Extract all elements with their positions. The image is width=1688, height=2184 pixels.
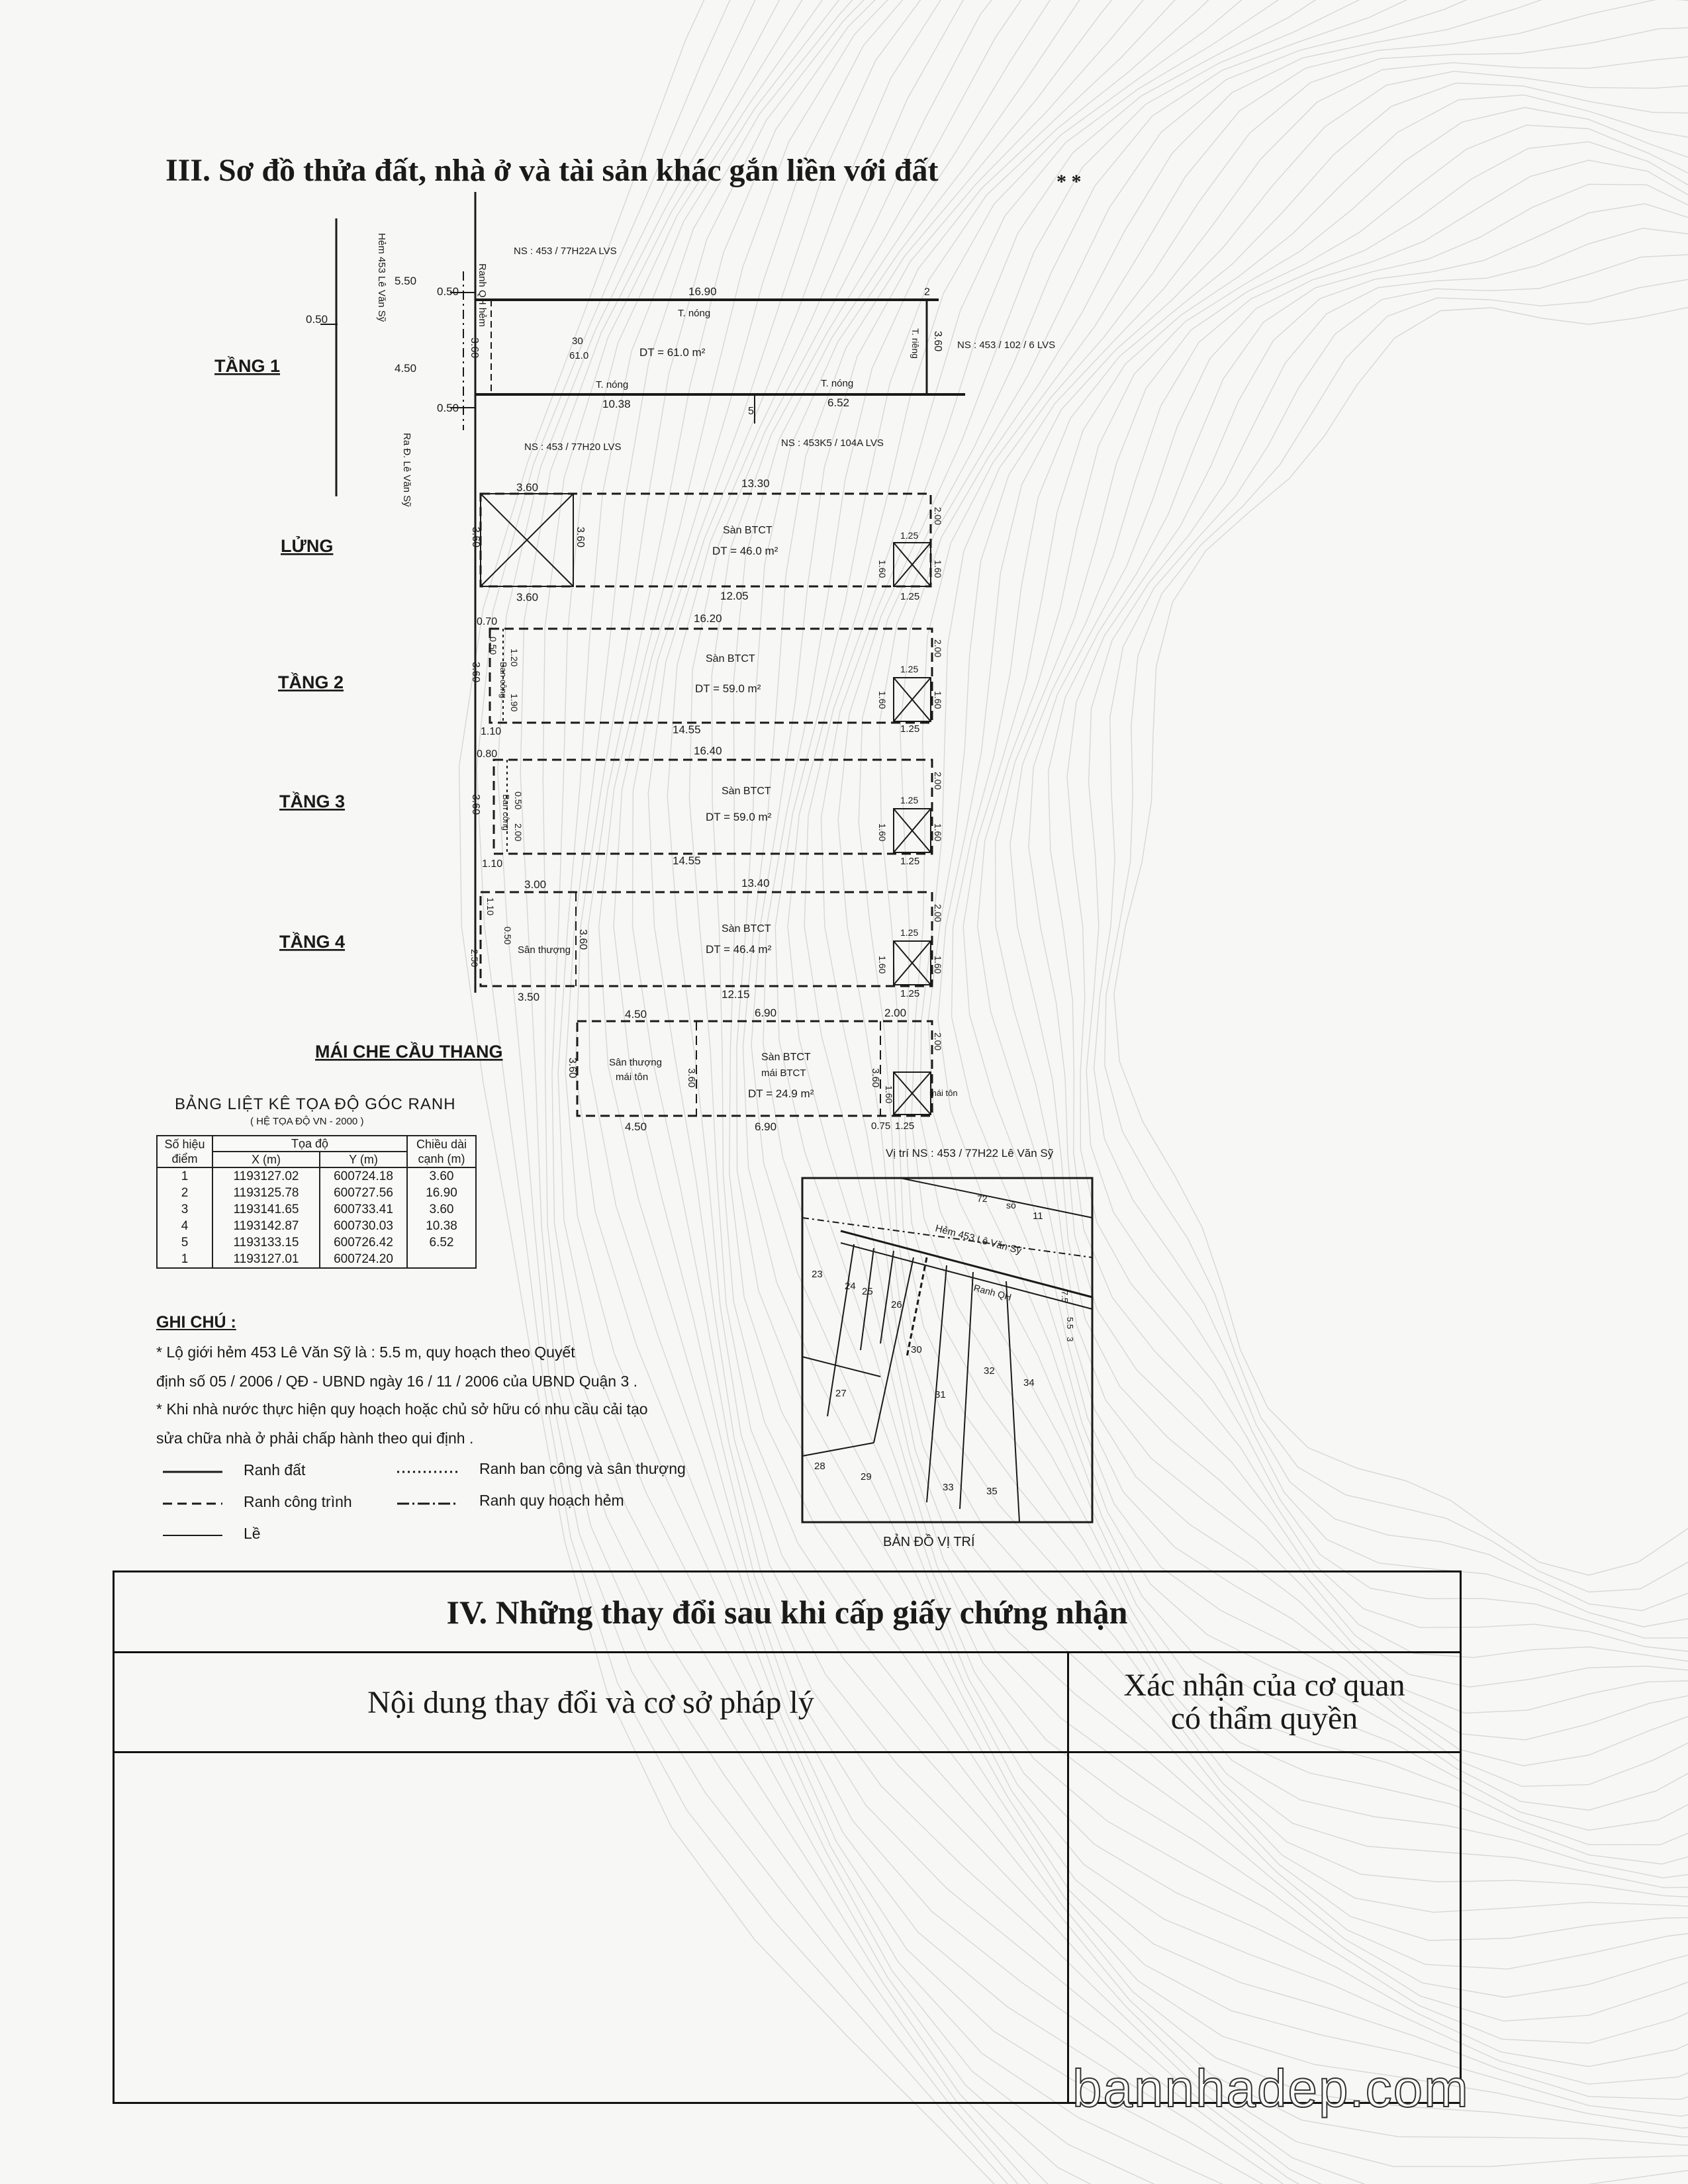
floor-label-lung: LỬNG: [281, 536, 334, 556]
floor3-area: DT = 59.0 m²: [706, 811, 772, 823]
roof-floor-name: Sàn BTCT: [761, 1052, 811, 1063]
coord-cell-y: 600724.18: [320, 1167, 407, 1185]
coord-table-subtitle: ( HỆ TỌA ĐỘ VN - 2000 ): [250, 1116, 364, 1127]
floor4-height: 3.60: [577, 929, 588, 950]
roof-top-mid: 6.90: [755, 1007, 777, 1019]
coord-cell-pt: 1: [157, 1167, 212, 1185]
floor2-left-3: 1.90: [509, 694, 520, 712]
coord-row: [157, 1185, 476, 1201]
coord-header-coord: Tọa độ: [212, 1136, 407, 1152]
roof-terrace: Sân thượng: [609, 1057, 662, 1068]
lot-27: 27: [835, 1388, 847, 1399]
floor4-terrace: Sân thượng: [518, 944, 571, 956]
coord-cell-y: 600727.56: [320, 1185, 407, 1201]
coord-row: [157, 1201, 476, 1218]
legend-dashed-label: Ranh công trình: [244, 1493, 352, 1510]
coord-header-x: X (m): [212, 1152, 320, 1167]
note-line-3: * Khi nhà nước thực hiện quy hoạch hoặc chủ sở hữu có nhu cầu cải tạo: [156, 1400, 648, 1418]
roof-height-3: 3.60: [870, 1068, 881, 1088]
neighbor-top: NS : 453 / 77H22A LVS: [514, 246, 617, 257]
floor3-height: 3.60: [470, 794, 481, 815]
floor1-offset-top: 0.50: [437, 285, 459, 298]
lung-right-4: 1.60: [877, 560, 888, 578]
floor4-outline: [481, 892, 932, 986]
floor4-right-2: 1.60: [933, 956, 943, 974]
coord-cell-x: 1193133.15: [212, 1234, 320, 1251]
floor1-roof-bottom-right: T. nóng: [821, 378, 854, 389]
road-label: Ra Đ. Lê Văn Sỹ: [401, 433, 412, 507]
floor4-left-1: 1.10: [485, 897, 496, 916]
section-4-title: IV. Những thay đổi sau khi cấp giấy chứng nhận: [115, 1572, 1460, 1653]
floor2-top: 16.20: [694, 612, 722, 625]
lung-height-inner: 3.60: [575, 527, 586, 548]
roof-right-1: 2.00: [933, 1032, 943, 1051]
lot-34: 34: [1023, 1377, 1035, 1388]
lung-outline: [481, 494, 931, 586]
alley-width-bottom: 4.50: [395, 362, 417, 375]
coord-cell-pt: 1: [157, 1251, 212, 1268]
legend-dashdot-label: Ranh quy hoạch hẻm: [479, 1492, 624, 1509]
coord-cell-len: 6.52: [407, 1234, 476, 1251]
floor4-right-1: 2.00: [933, 904, 943, 923]
coord-cell-pt: 3: [157, 1201, 212, 1218]
coord-row: [157, 1167, 476, 1185]
coord-header-length: Chiều dài cạnh (m): [407, 1136, 476, 1167]
map-dim-55: 5.5: [1065, 1317, 1075, 1330]
floor2-balcony: Ban công: [498, 662, 508, 698]
section-4-confirmation-cell[interactable]: [1069, 1753, 1460, 2102]
floor1-roof-bottom-left: T. nóng: [596, 379, 629, 390]
lung-floor-name: Sàn BTCT: [723, 525, 773, 536]
coord-table-title: BẢNG LIỆT KÊ TỌA ĐỘ GÓC RANH: [175, 1095, 456, 1113]
lung-height: 3.60: [470, 527, 481, 548]
neighbor-bottom-right: NS : 453K5 / 104A LVS: [781, 437, 884, 449]
floor2-bottom-left: 1.10: [481, 726, 502, 737]
coord-row: [157, 1218, 476, 1234]
floor1-roof-top: T. nóng: [678, 308, 711, 319]
roof-top-left: 4.50: [625, 1008, 647, 1021]
coord-cell-len: [407, 1251, 476, 1268]
floor2-right-3: 1.25: [900, 664, 919, 674]
map-dim-3: 3: [1065, 1337, 1075, 1342]
section-4-table: [113, 1570, 1462, 2104]
floor3-right-1: 2.00: [933, 772, 943, 790]
floor2-top-left: 0.70: [477, 616, 498, 627]
floor4-area: DT = 46.4 m²: [706, 943, 772, 956]
coord-cell-len: 3.60: [407, 1167, 476, 1185]
lot-28: 28: [814, 1461, 825, 1472]
floor3-right-4: 1.60: [877, 823, 888, 842]
roof-bottom-right-1: 0.75: [871, 1120, 891, 1132]
note-line-4: sửa chữa nhà ở phải chấp hành theo qui định .: [156, 1430, 474, 1447]
legend-dotted-label: Ranh ban công và sân thượng: [479, 1460, 686, 1477]
coord-cell-x: 1193127.02: [212, 1167, 320, 1185]
note-line-1: * Lộ giới hẻm 453 Lê Văn Sỹ là : 5.5 m, quy hoạch theo Quyết: [156, 1343, 575, 1361]
lung-right-1: 2.00: [933, 507, 943, 525]
roof-height: 3.60: [567, 1058, 578, 1079]
lot-35: 35: [986, 1486, 998, 1497]
floor4-top-left: 3.00: [524, 878, 547, 891]
floor4-top: 13.40: [741, 877, 770, 889]
note-line-2: định số 05 / 2006 / QĐ - UBND ngày 16 / 11 / 2006 của UBND Quận 3 .: [156, 1373, 638, 1390]
floor3-top: 16.40: [694, 745, 722, 757]
coord-cell-y: 600724.20: [320, 1251, 407, 1268]
coord-cell-x: 1193141.65: [212, 1201, 320, 1218]
floor4-right-4: 1.60: [877, 956, 888, 974]
section-4-col-left-header: Nội dung thay đổi và cơ sở pháp lý: [115, 1653, 1069, 1753]
roof-tin: mái tôn: [929, 1088, 958, 1098]
alley-width-top: 5.50: [395, 275, 417, 287]
roof-height-2: 3.60: [686, 1068, 697, 1088]
roof-bottom-right-2: 1.25: [895, 1120, 915, 1132]
floor1-right-height: 3.60: [932, 331, 943, 352]
floor3-outline: [494, 760, 932, 854]
coord-cell-y: 600726.42: [320, 1234, 407, 1251]
floor1-roof-right: T. riêng: [910, 328, 921, 359]
lot-32: 32: [984, 1365, 995, 1377]
map-dim-75: 7.5: [1060, 1291, 1070, 1303]
alley-label: Hẻm 453 Lê Văn Sỹ: [376, 233, 387, 322]
alley-offset: 0.50: [306, 313, 328, 326]
floor2-left-2: 1.20: [509, 649, 520, 667]
floor3-balcony: Ban công: [501, 794, 511, 831]
location-map-caption-top: Vị trí NS : 453 / 77H22 Lê Văn Sỹ: [886, 1147, 1054, 1160]
lung-right-2: 1.60: [933, 560, 943, 578]
floor4-floor-name: Sàn BTCT: [722, 923, 771, 934]
lot-30: 30: [911, 1344, 922, 1355]
lot-11: 11: [1033, 1210, 1043, 1222]
section-4-col-right-line-2: có thẩm quyền: [1170, 1701, 1358, 1736]
coord-header-y: Y (m): [320, 1152, 407, 1167]
coord-cell-pt: 5: [157, 1234, 212, 1251]
alley-boundary-label: Ranh QH hẻm: [477, 263, 488, 327]
coord-cell-x: 1193142.87: [212, 1218, 320, 1234]
lot-33: 33: [943, 1482, 954, 1493]
lung-bottom-left: 3.60: [516, 591, 539, 604]
lot-24: 24: [845, 1281, 856, 1292]
coord-cell-len: 10.38: [407, 1218, 476, 1234]
coord-cell-pt: 4: [157, 1218, 212, 1234]
floor3-top-left: 0.80: [477, 749, 498, 760]
floor1-offset-bottom: 0.50: [437, 402, 459, 414]
lung-top-left: 3.60: [516, 481, 539, 494]
floor1-fraction-bottom: 61.0: [569, 350, 589, 361]
location-map-boundary: Ranh QH: [972, 1282, 1013, 1303]
neighbor-right: NS : 453 / 102 / 6 LVS: [957, 340, 1056, 351]
coord-table-body: [157, 1167, 476, 1268]
roof-bottom-mid: 6.90: [755, 1120, 777, 1133]
roof-terrace-2: mái tôn: [616, 1071, 649, 1083]
floor-label-4: TẦNG 4: [279, 932, 346, 952]
floor2-right-1: 2.00: [933, 639, 943, 658]
lung-right-3: 1.25: [900, 530, 919, 541]
location-map-alley: Hẻm 453 Lê Văn Sỹ: [933, 1222, 1023, 1257]
floor4-bottom-left: 3.50: [518, 991, 540, 1003]
floor1-area: DT = 61.0 m²: [639, 346, 706, 359]
coord-table: [156, 1135, 477, 1269]
floor2-right-4: 1.60: [877, 691, 888, 709]
legend-thin-label: Lề: [244, 1525, 261, 1542]
floor1-top-length: 16.90: [688, 285, 717, 298]
notes-title: GHI CHÚ :: [156, 1313, 236, 1332]
section-4-changes-cell[interactable]: [115, 1753, 1069, 2102]
floor2-left-1: 0.50: [488, 637, 498, 655]
floor1-height: 3.60: [469, 338, 480, 359]
lot-26: 26: [891, 1299, 902, 1310]
coord-row: [157, 1251, 476, 1268]
floor2-area: DT = 59.0 m²: [695, 682, 761, 695]
watermark-text: bannhadep.com: [1072, 2059, 1470, 2118]
lung-top-right: 13.30: [741, 477, 770, 490]
section-3-stars: * *: [1056, 171, 1082, 193]
coord-cell-x: 1193127.01: [212, 1251, 320, 1268]
floor3-bottom-right: 1.25: [900, 856, 920, 867]
floor2-bottom-mid: 14.55: [673, 723, 701, 736]
floor2-height: 3.60: [470, 662, 481, 683]
roof-floor-name-2: mái BTCT: [761, 1068, 806, 1079]
map-sheet-so: số: [1006, 1200, 1016, 1210]
coord-cell-y: 600733.41: [320, 1201, 407, 1218]
floor1-fraction-top: 30: [572, 336, 583, 347]
floor4-right-3: 1.25: [900, 927, 919, 938]
lung-bottom-right: 1.25: [900, 591, 920, 602]
section-4-col-right-line-1: Xác nhận của cơ quan: [1123, 1668, 1405, 1703]
floor-label-1: TẦNG 1: [214, 356, 281, 376]
legend-solid-label: Ranh đất: [244, 1461, 306, 1479]
floor4-bottom-right: 1.25: [900, 988, 920, 999]
map-sheet-72: 72: [977, 1193, 988, 1204]
floor1-bottom-left-length: 10.38: [602, 398, 631, 410]
coord-cell-y: 600730.03: [320, 1218, 407, 1234]
roof-bottom-left: 4.50: [625, 1120, 647, 1133]
lot-31: 31: [935, 1389, 946, 1400]
floor-label-roof: MÁI CHE CẦU THANG: [315, 1042, 503, 1062]
floor4-bottom-mid: 12.15: [722, 988, 750, 1001]
roof-right-2: 1.60: [884, 1085, 894, 1104]
corner-point-2: 2: [924, 287, 930, 298]
lung-area: DT = 46.0 m²: [712, 545, 778, 557]
floor-label-2: TẦNG 2: [278, 672, 344, 692]
coord-row: [157, 1234, 476, 1251]
coord-cell-pt: 2: [157, 1185, 212, 1201]
floor3-floor-name: Sàn BTCT: [722, 786, 771, 797]
floor-label-3: TẦNG 3: [279, 792, 346, 811]
coord-cell-len: 16.90: [407, 1185, 476, 1201]
floor3-right-2: 1.60: [933, 823, 943, 842]
floor2-bottom-right: 1.25: [900, 723, 920, 735]
coord-cell-len: 3.60: [407, 1201, 476, 1218]
location-map-caption-bottom: BẢN ĐỒ VỊ TRÍ: [883, 1535, 975, 1549]
roof-area: DT = 24.9 m²: [748, 1087, 814, 1100]
floor3-left-1: 0.50: [513, 792, 524, 810]
floor3-right-3: 1.25: [900, 795, 919, 805]
coord-header-point: Số hiệu điểm: [157, 1136, 212, 1167]
section-4-col-right-header: [1069, 1653, 1460, 1753]
floor3-left-2: 2.00: [513, 823, 524, 842]
lot-29: 29: [861, 1471, 872, 1482]
floor4-left-3: 2.50: [469, 949, 480, 968]
coord-cell-x: 1193125.78: [212, 1185, 320, 1201]
neighbor-bottom-left: NS : 453 / 77H20 LVS: [524, 441, 622, 453]
floor1-bottom-right-length: 6.52: [827, 396, 850, 409]
lung-bottom-mid: 12.05: [720, 590, 749, 602]
floor3-bottom-mid: 14.55: [673, 854, 701, 867]
lot-25: 25: [862, 1286, 873, 1297]
floor3-bottom-left: 1.10: [482, 858, 503, 870]
corner-point-5: 5: [748, 406, 754, 417]
floor2-floor-name: Sàn BTCT: [706, 653, 755, 664]
floor-plan-labels: [214, 233, 1055, 1133]
lot-23: 23: [812, 1269, 823, 1280]
floor4-left-2: 0.50: [502, 927, 513, 945]
floor2-outline: [490, 629, 932, 723]
section-3-title: III. Sơ đồ thửa đất, nhà ở và tài sản khác gắn liền với đất: [165, 153, 939, 188]
floor2-right-2: 1.60: [933, 691, 943, 709]
roof-top-right: 2.00: [884, 1007, 907, 1019]
location-map-labels: [812, 1147, 1075, 1549]
